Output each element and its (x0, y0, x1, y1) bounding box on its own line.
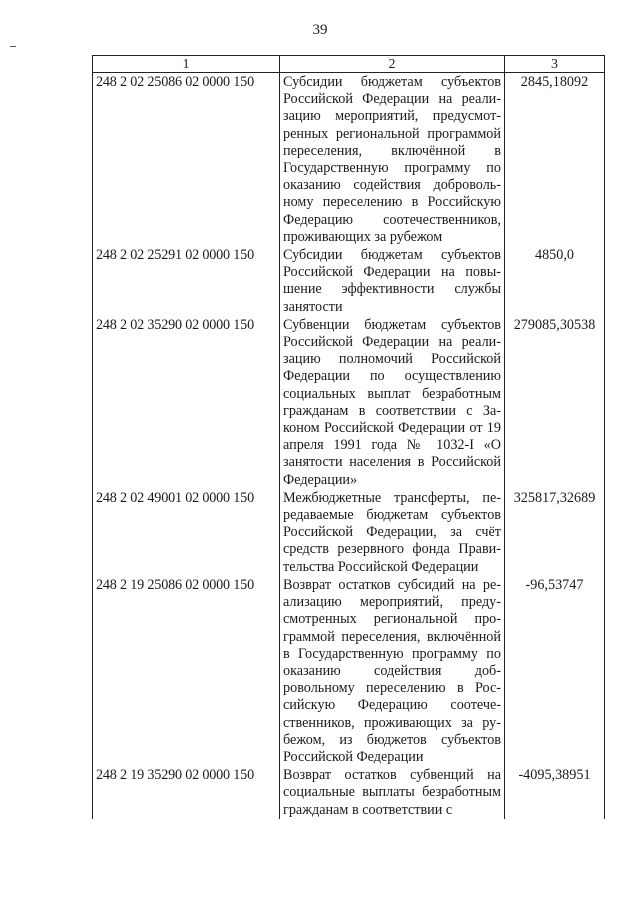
table-row (93, 576, 605, 766)
page-number: 39 (312, 22, 328, 38)
budget-code: 248 2 02 35290 02 0000 150 (93, 316, 280, 489)
amount: 279085,30538 (505, 316, 605, 489)
budget-code: 248 2 19 35290 02 0000 150 (93, 766, 280, 819)
column-header-3: 3 (505, 56, 605, 73)
amount: 325817,32689 (505, 489, 605, 576)
description: Межбюджетные трансферты, передаваемые бюджетам субъектов Российской Федерации, за счёт средств резервного фонда Правительства Российской Федерации (280, 489, 505, 576)
description: Возврат остатков субвенций на социальные выплаты безработным гражданам в соответствии с (280, 766, 505, 819)
table-row (93, 766, 605, 819)
amount: 2845,18092 (505, 73, 605, 247)
amount: 4850,0 (505, 246, 605, 316)
table-header-row (93, 56, 605, 73)
amount: -4095,38951 (505, 766, 605, 819)
table-row (93, 316, 605, 489)
table-row (93, 73, 605, 247)
description: Возврат остатков субсидий на реализацию мероприятий, предусмотренных региональной программой переселения, включённой в Государственную программу по оказанию содействия добровольному переселению в Российскую Федерацию соотечественников, проживающих за рубежом, из бюджетов субъектов Российской Федерации (280, 576, 505, 766)
budget-code: 248 2 02 49001 02 0000 150 (93, 489, 280, 576)
column-header-1: 1 (93, 56, 280, 73)
description: Субсидии бюджетам субъектов Российской Федерации на реализацию мероприятий, предусмотренных региональной программой переселения, включённой в Государственную программу по оказанию содействия добровольному переселению в Российскую Федерацию соотечественников, проживающих за рубежом (280, 73, 505, 247)
margin-mark (10, 46, 16, 47)
budget-code: 248 2 02 25086 02 0000 150 (93, 73, 280, 247)
budget-table (92, 55, 605, 819)
description: Субвенции бюджетам субъектов Российской Федерации на реализацию полномочий Российской Федерации по осуществлению социальных выплат безработным гражданам в соответствии с Законом Российской Федерации от 19 апреля 1991 года № 1032-I «О занятости населения в Российской Федерации» (280, 316, 505, 489)
column-header-2: 2 (280, 56, 505, 73)
amount: -96,53747 (505, 576, 605, 766)
table-row (93, 489, 605, 576)
table-row (93, 246, 605, 316)
budget-code: 248 2 02 25291 02 0000 150 (93, 246, 280, 316)
budget-code: 248 2 19 25086 02 0000 150 (93, 576, 280, 766)
description: Субсидии бюджетам субъектов Российской Федерации на повышение эффективности службы занятости (280, 246, 505, 316)
